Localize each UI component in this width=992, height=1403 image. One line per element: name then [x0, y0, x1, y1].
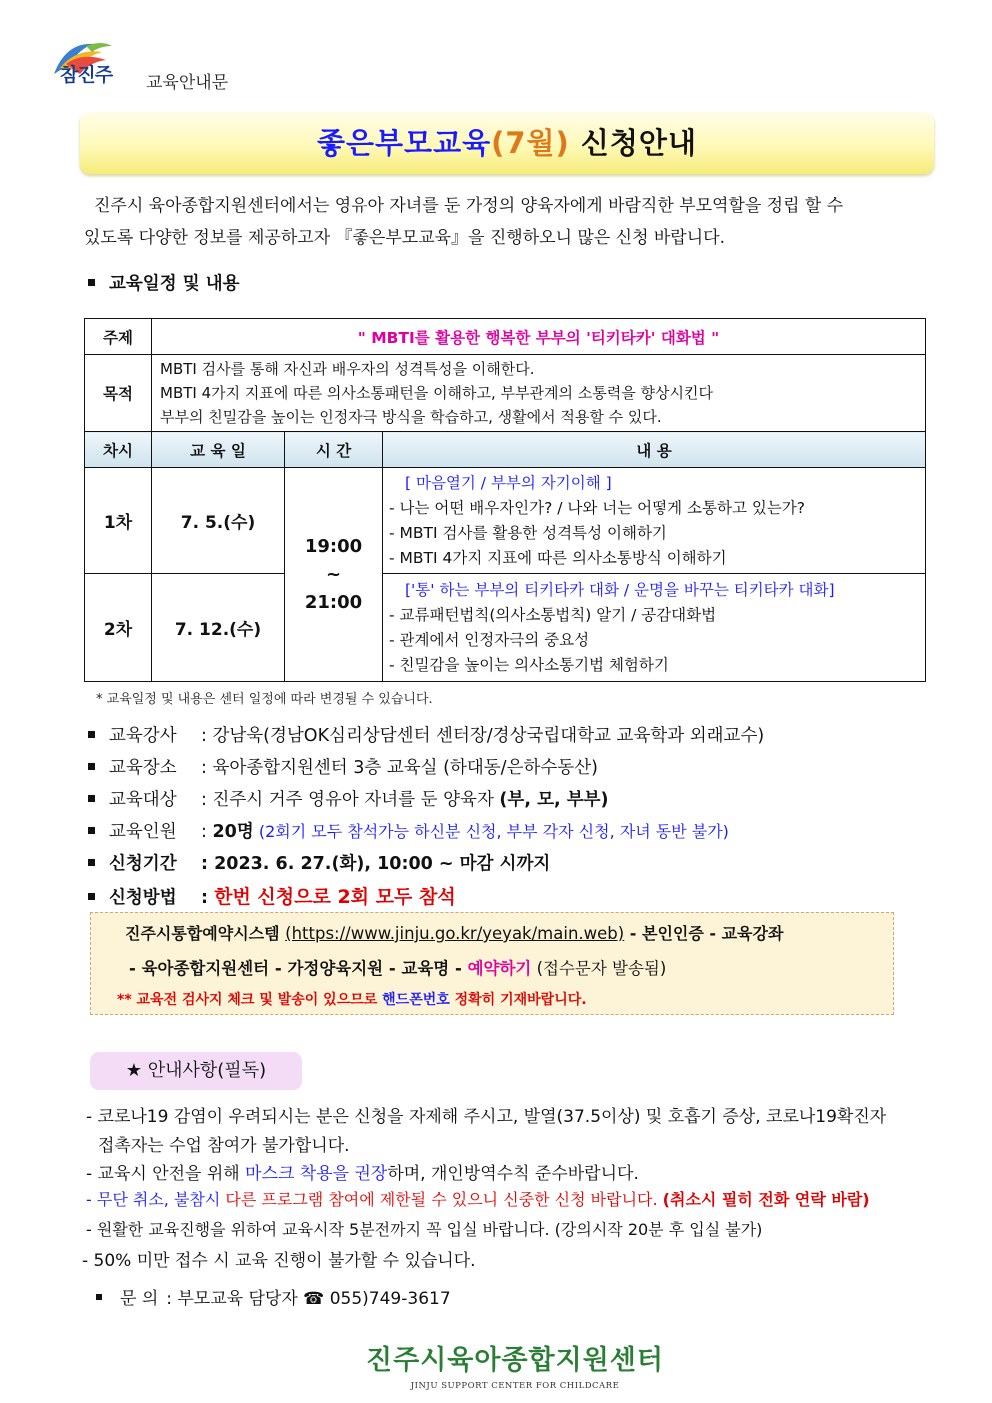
- schedule-footnote: * 교육일정 및 내용은 센터 일정에 따라 변경될 수 있습니다.: [96, 692, 433, 707]
- session-time: 19:00 ~ 21:00: [285, 468, 383, 682]
- purpose-row: [85, 355, 926, 432]
- session-heading: [ 마음열기 / 부부의 자기이해 ]: [405, 473, 612, 492]
- notice-item: - 50% 미만 접수 시 교육 진행이 불가할 수 있습니다.: [82, 1251, 476, 1271]
- footer-center-name: 진주시육아종합지원센터: [366, 1345, 664, 1376]
- notice-item: - 코로나19 감염이 우려되시는 분은 신청을 자제해 주시고, 발열(37.5이상) 및 호흡기 증상, 코로나19확진자: [86, 1107, 887, 1127]
- bullet-square-icon: [96, 1294, 102, 1300]
- title-main: 좋은부모교육: [317, 126, 492, 160]
- topic-label: 주제: [85, 319, 152, 355]
- contact-line: 문 의 : 부모교육 담당자 ☎ 055)749-3617: [96, 1284, 451, 1309]
- session-date: 7. 5.(수): [152, 468, 285, 574]
- session-content: [383, 574, 926, 682]
- bullet-square-icon: [88, 859, 95, 866]
- info-place: 교육장소 : 육아종합지원센터 3층 교육실 (하대동/은하수동산): [88, 754, 598, 779]
- document-type-label: 교육안내문: [146, 73, 229, 93]
- purpose-line: 부부의 친밀감을 높이는 인정자극 방식을 학습하고, 생활에서 적용할 수 있다.: [160, 408, 662, 426]
- bullet-square-icon: [88, 279, 95, 286]
- info-method: 신청방법 : 한번 신청으로 2회 모두 참석: [88, 882, 456, 909]
- bullet-square-icon: [88, 795, 95, 802]
- purpose-value: [152, 355, 926, 432]
- title-suffix: 신청안내: [569, 126, 697, 160]
- notice-title: ★ 안내사항(필독): [90, 1052, 302, 1090]
- column-header: 교 육 일: [152, 432, 285, 468]
- session-item: - 관계에서 인정자극의 중요성: [389, 630, 590, 649]
- purpose-label: 목적: [85, 355, 152, 432]
- footer-center-english: JINJU SUPPORT CENTER FOR CHILDCARE: [410, 1381, 620, 1391]
- apply-line-3: ** 교육전 검사지 체크 및 발송이 있으므로 핸드폰번호 정확히 기재바랍니다.: [117, 992, 587, 1008]
- notice-item: 접촉자는 수업 참여가 불가합니다.: [98, 1136, 350, 1156]
- session-content: [383, 468, 926, 574]
- session-heading: ['통' 하는 부부의 티키타카 대화 / 운명을 바꾸는 티키타카 대화]: [405, 580, 835, 599]
- session-item: - MBTI 검사를 활용한 성격특성 이해하기: [389, 523, 667, 542]
- session-round: 2차: [85, 574, 152, 682]
- logo-text: 참진주: [60, 64, 113, 86]
- notice-item: - 원활한 교육진행을 위하여 교육시작 5분전까지 꼭 입실 바랍니다. (강의시작 20분 후 입실 불가): [86, 1220, 763, 1239]
- reservation-url-link[interactable]: (https://www.jinju.go.kr/yeyak/main.web): [285, 924, 625, 943]
- session-item: - 교류패턴법칙(의사소통법칙) 알기 / 공감대화법: [389, 605, 717, 624]
- table-row: [85, 574, 926, 682]
- info-count: 교육인원 : 20명 (2회기 모두 참석가능 하신분 신청, 부부 각자 신청, 자녀 동반 불가): [88, 818, 729, 843]
- footer-center-logo: [330, 1338, 700, 1393]
- intro-line: 진주시 육아종합지원센터에서는 영유아 자녀를 둔 가정의 양육자에게 바람직한 부모역할을 정립 할 수: [94, 196, 844, 216]
- session-date: 7. 12.(수): [152, 574, 285, 682]
- table-row: [85, 468, 926, 574]
- info-period: 신청기간 : 2023. 6. 27.(화), 10:00 ~ 마감 시까지: [88, 850, 550, 875]
- topic-row: [85, 319, 926, 355]
- apply-line-1: 진주시통합예약시스템 (https://www.jinju.go.kr/yeyak/main.web) - 본인인증 - 교육강좌: [125, 924, 784, 943]
- session-item: - 나는 어떤 배우자인가? / 나와 너는 어떻게 소통하고 있는가?: [389, 498, 805, 517]
- session-item: - MBTI 4가지 지표에 따른 의사소통방식 이해하기: [389, 548, 727, 567]
- info-target: 교육대상 : 진주시 거주 영유아 자녀를 둔 양육자 (부, 모, 부부): [88, 786, 609, 811]
- column-header: 내 용: [383, 432, 926, 468]
- session-item: - 친밀감을 높이는 의사소통기법 체험하기: [389, 655, 669, 674]
- notice-item: - 무단 취소, 불참시 다른 프로그램 참여에 제한될 수 있으니 신중한 신청 바랍니다. (취소시 필히 전화 연락 바람): [86, 1190, 870, 1209]
- schedule-section-heading: 교육일정 및 내용: [88, 270, 240, 295]
- title-month: (7월): [491, 126, 570, 160]
- intro-paragraph: [84, 190, 924, 254]
- bullet-square-icon: [88, 827, 95, 834]
- purpose-line: MBTI 4가지 지표에 따른 의사소통패턴을 이해하고, 부부관계의 소통력을 향상시킨다: [160, 384, 713, 402]
- column-header: 시 간: [285, 432, 383, 468]
- bullet-square-icon: [88, 893, 95, 900]
- table-header-row: [85, 432, 926, 468]
- bullet-square-icon: [88, 731, 95, 738]
- intro-line: 있도록 다양한 정보를 제공하고자 『좋은부모교육』을 진행하오니 많은 신청 바랍니다.: [84, 228, 725, 248]
- schedule-table: [84, 318, 926, 682]
- apply-line-2: - 육아종합지원센터 - 가정양육지원 - 교육명 - 예약하기 (접수문자 발송됨): [129, 959, 667, 978]
- title-banner: [80, 112, 934, 174]
- bullet-square-icon: [88, 763, 95, 770]
- purpose-line: MBTI 검사를 통해 자신과 배우자의 성격특성을 이해한다.: [160, 360, 535, 378]
- column-header: 차시: [85, 432, 152, 468]
- apply-instructions-box: [90, 912, 894, 1015]
- notice-item: - 교육시 안전을 위해 마스크 착용을 권장하며, 개인방역수칙 준수바랍니다.: [86, 1164, 639, 1184]
- info-instructor: 교육강사 : 강남욱(경남OK심리상담센터 센터장/경상국립대학교 교육학과 외래교수): [88, 722, 764, 747]
- topic-value: " MBTI를 활용한 행복한 부부의 '티키타카' 대화법 ": [152, 319, 926, 355]
- session-round: 1차: [85, 468, 152, 574]
